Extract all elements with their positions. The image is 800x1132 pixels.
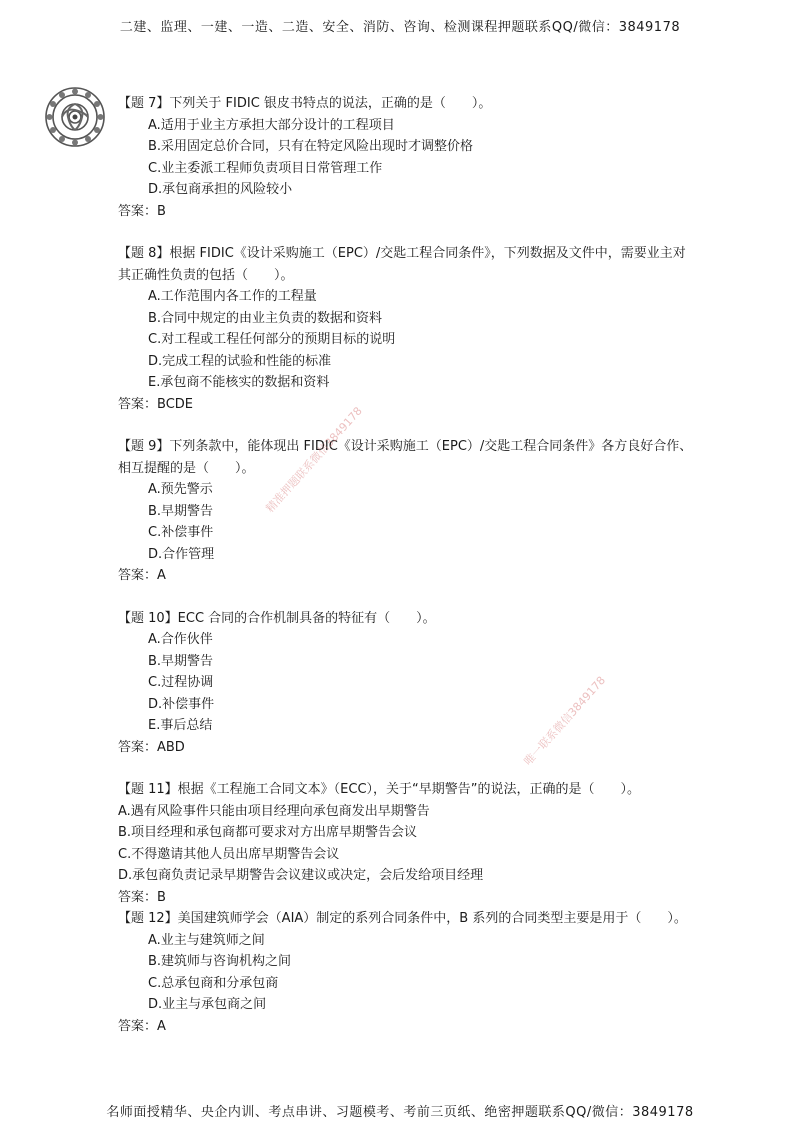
option-c: C.总承包商和分承包商 [148, 975, 279, 991]
question-12 [118, 908, 698, 1037]
question-9 [118, 436, 698, 587]
option-list [118, 286, 698, 394]
option-a: A.工作范围内各工作的工程量 [148, 289, 317, 304]
option-b: B.建筑师与咨询机构之间 [148, 954, 292, 969]
option-c: C.对工程或工程任何部分的预期目标的说明 [148, 332, 396, 347]
option-list [118, 479, 698, 565]
option-a: A.合作伙伴 [148, 632, 213, 647]
option-list [118, 801, 698, 887]
answer: 答案：B [118, 203, 166, 219]
option-a: A.遇有风险事件只能由项目经理向承包商发出早期警告 [118, 803, 430, 819]
option-a: A.业主与建筑师之间 [148, 932, 265, 948]
option-d: D.补偿事件 [148, 696, 215, 712]
seal-logo-icon [44, 86, 106, 148]
answer: 答案：ABD [118, 739, 185, 755]
option-e: E.承包商不能核实的数据和资料 [148, 375, 330, 390]
option-list [118, 115, 698, 201]
option-c: C.补偿事件 [148, 525, 214, 540]
question-11 [118, 779, 698, 908]
watermark: 唯一联系微信3849178 [521, 673, 609, 769]
option-d: D.完成工程的试验和性能的标准 [148, 353, 332, 369]
option-b: B.合同中规定的由业主负责的数据和资料 [148, 310, 383, 326]
option-a: A.预先警示 [148, 482, 213, 497]
question-title: 【题 10】ECC 合同的合作机制具备的特征有（ ）。 [118, 610, 436, 626]
option-b: B.项目经理和承包商都可要求对方出席早期警告会议 [118, 825, 418, 840]
question-7 [118, 93, 698, 222]
page-footer: 名师面授精华、央企内训、考点串讲、习题模考、考前三页纸、绝密押题联系QQ/微信：3849178 [106, 1105, 694, 1120]
option-b: B.早期警告 [148, 503, 214, 519]
option-a: A.适用于业主方承担大部分设计的工程项目 [148, 117, 395, 133]
option-c: C.过程协调 [148, 675, 214, 690]
answer: 答案：BCDE [118, 396, 193, 412]
watermark: 精准押题联系微信3849178 [263, 404, 365, 516]
question-title: 【题 9】下列条款中，能体现出 FIDIC《设计采购施工（EPC）/交匙工程合同条件》各方良好合作、相互提醒的是（ ）。 [118, 439, 693, 476]
question-8 [118, 243, 698, 415]
option-list [118, 629, 698, 737]
question-title: 【题 7】下列关于 FIDIC 银皮书特点的说法，正确的是（ ）。 [118, 96, 492, 111]
question-10 [118, 608, 698, 759]
option-e: E.事后总结 [148, 718, 213, 733]
answer: 答案：A [118, 568, 166, 583]
option-d: D.业主与承包商之间 [148, 997, 267, 1012]
question-list [118, 93, 698, 1037]
option-d: D.承包商承担的风险较小 [148, 182, 293, 197]
question-title: 【题 12】美国建筑师学会（AIA）制定的系列合同条件中，B 系列的合同类型主要是用于（ ）。 [118, 911, 687, 926]
question-title: 【题 11】根据《工程施工合同文本》（ECC），关于“早期警告”的说法，正确的是（ ）。 [118, 782, 641, 797]
option-d: D.合作管理 [148, 546, 215, 562]
answer: 答案：B [118, 889, 166, 905]
option-c: C.不得邀请其他人员出席早期警告会议 [118, 846, 340, 862]
question-title: 【题 8】根据 FIDIC《设计采购施工（EPC）/交匙工程合同条件》，下列数据及文件中，需要业主对其正确性负责的包括（ ）。 [118, 246, 686, 283]
option-d: D.承包商负责记录早期警告会议建议或决定，会后发给项目经理 [118, 868, 484, 883]
option-c: C.业主委派工程师负责项目日常管理工作 [148, 160, 383, 176]
option-b: B.早期警告 [148, 653, 214, 669]
page-header: 二建、监理、一建、一造、二造、安全、消防、咨询、检测课程押题联系QQ/微信：3849178 [119, 20, 681, 35]
option-list [118, 930, 698, 1016]
option-b: B.采用固定总价合同，只有在特定风险出现时才调整价格 [148, 139, 474, 154]
answer: 答案：A [118, 1018, 166, 1034]
